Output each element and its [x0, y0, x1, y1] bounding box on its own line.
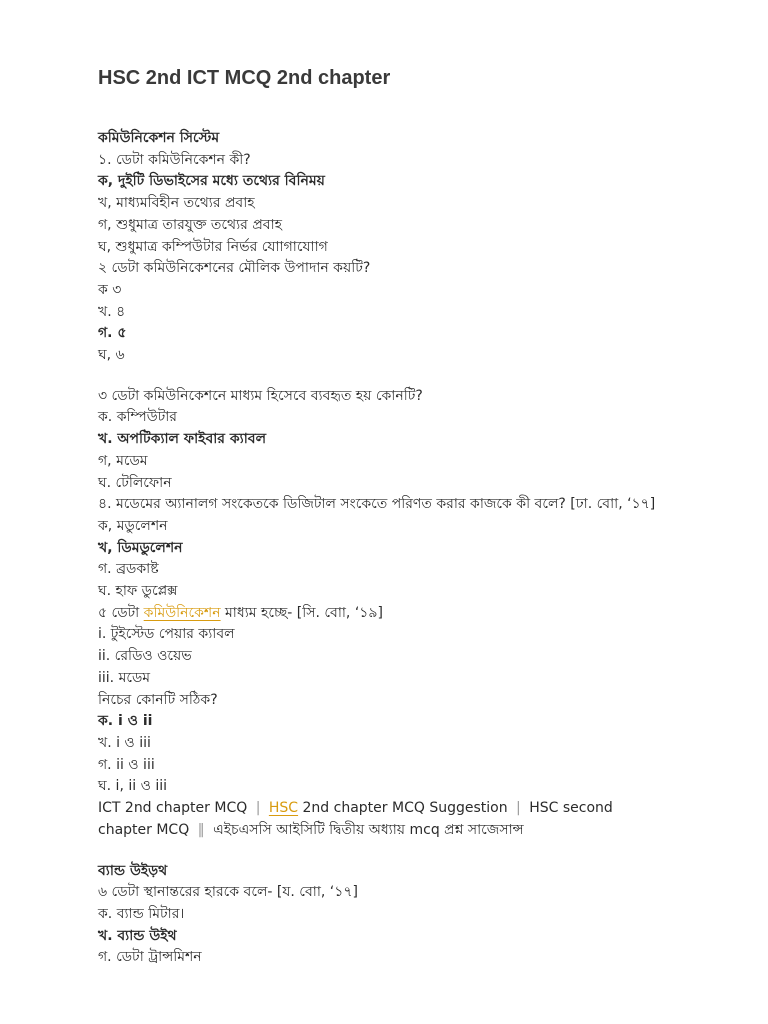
- document-body: [98, 128, 670, 969]
- communication-link[interactable]: কমিউনিকেশন: [143, 604, 221, 621]
- separator: |: [255, 800, 261, 817]
- q2-option-d: ঘ, ৬: [98, 347, 125, 364]
- hsc-link[interactable]: HSC: [268, 800, 299, 817]
- related-text-3: HSC second chapter MCQ: [98, 800, 613, 838]
- page-title: HSC 2nd ICT MCQ 2nd chapter: [98, 67, 391, 89]
- q5-option-d: ঘ. i, ii ও iii: [98, 778, 167, 795]
- q5-statement-ii: ii. রেডিও ওয়েভ: [98, 648, 192, 665]
- q6-option-b-answer: খ. ব্যান্ড উইথ: [98, 927, 177, 944]
- q1-option-b: খ, মাধ্যমবিহীন তথ্যের প্রবাহ: [98, 195, 255, 212]
- related-text-1: ICT 2nd chapter MCQ: [98, 800, 248, 817]
- section-heading-bandwidth: ব্যান্ড উইড়থ: [98, 862, 168, 879]
- section-heading-communication-system: কমিউনিকেশন সিস্টেম: [98, 130, 220, 146]
- related-text-4: এইচএসসি আইসিটি দ্বিতীয় অধ্যায় mcq প্রশ্ন সাজেসান্স: [213, 821, 524, 838]
- q3-option-c: গ, মডেম: [98, 452, 148, 469]
- question-1: ১. ডেটা কমিউনিকেশন কী?: [98, 151, 251, 168]
- separator: ‖: [197, 821, 205, 838]
- q4-option-c: গ. ব্রডকাষ্ট: [98, 561, 159, 578]
- question-3: ৩ ডেটা কমিউনিকেশনে মাধ্যম হিসেবে ব্যবহৃত হয় কোনটি?: [98, 387, 423, 404]
- q5-statement-i: i. টুইস্টেড পেয়ার ক্যাবল: [98, 626, 235, 643]
- separator: |: [516, 800, 521, 817]
- q6-option-a: ক. ব্যান্ড মিটার।: [98, 905, 185, 922]
- q5-option-c: গ. ii ও iii: [98, 756, 155, 773]
- q4-option-d: ঘ. হাফ ডুপ্লেক্স: [98, 583, 178, 600]
- q3-option-b-answer: খ. অপটিক্যাল ফাইবার ক্যাবল: [98, 431, 267, 448]
- q5-option-b: খ. i ও iii: [98, 734, 151, 751]
- q2-option-c-answer: গ. ৫: [98, 325, 127, 342]
- q5-suffix: মাধ্যম হচ্ছে- [সি. বাো, ‘১৯]: [220, 604, 383, 621]
- q3-option-a: ক. কম্পিউটার: [98, 409, 178, 426]
- q5-prompt: নিচের কোনটি সঠিক?: [98, 691, 218, 708]
- question-5: [98, 603, 670, 625]
- q5-prefix: ৫ ডেটা: [98, 604, 144, 621]
- q1-option-a-answer: ক, দুইটি ডিভাইসের মধ্যে তথ্যের বিনিময়: [98, 173, 325, 190]
- question-6: ৬ ডেটা স্থানান্তরের হারকে বলে- [য. বাো, ‘১৭]: [98, 884, 358, 901]
- q2-option-b: খ. ৪: [98, 303, 126, 320]
- q3-option-d: ঘ. টেলিফোন: [98, 474, 172, 491]
- q1-option-c: গ, শুধুমাত্র তারযুক্ত তথ্যের প্রবাহ: [98, 216, 282, 233]
- related-text-2: 2nd chapter MCQ Suggestion: [298, 800, 508, 817]
- question-4: ৪. মডেমের অ্যানালগ সংকেতকে ডিজিটাল সংকেতে পরিণত করার কাজকে কী বলে? [ঢা. বাো, ‘১৭]: [98, 496, 656, 513]
- q2-option-a: ক ৩: [98, 281, 122, 298]
- q5-option-a-answer: ক. i ও ii: [98, 713, 153, 730]
- related-links-line: [98, 798, 670, 841]
- q6-option-c: গ. ডেটা ট্রান্সমিশন: [98, 949, 202, 966]
- q4-option-a: ক, মডুলেশন: [98, 517, 168, 534]
- q5-statement-iii: iii. মডেম: [98, 669, 151, 686]
- q4-option-b-answer: খ, ডিমডুলেশন: [98, 539, 183, 556]
- q1-option-d: ঘ, শুধুমাত্র কম্পিউটার নির্ভর যাোগাযাোগ: [98, 238, 328, 255]
- question-2: ২ ডেটা কমিউনিকেশনের মৌলিক উপাদান কয়টি?: [98, 260, 371, 277]
